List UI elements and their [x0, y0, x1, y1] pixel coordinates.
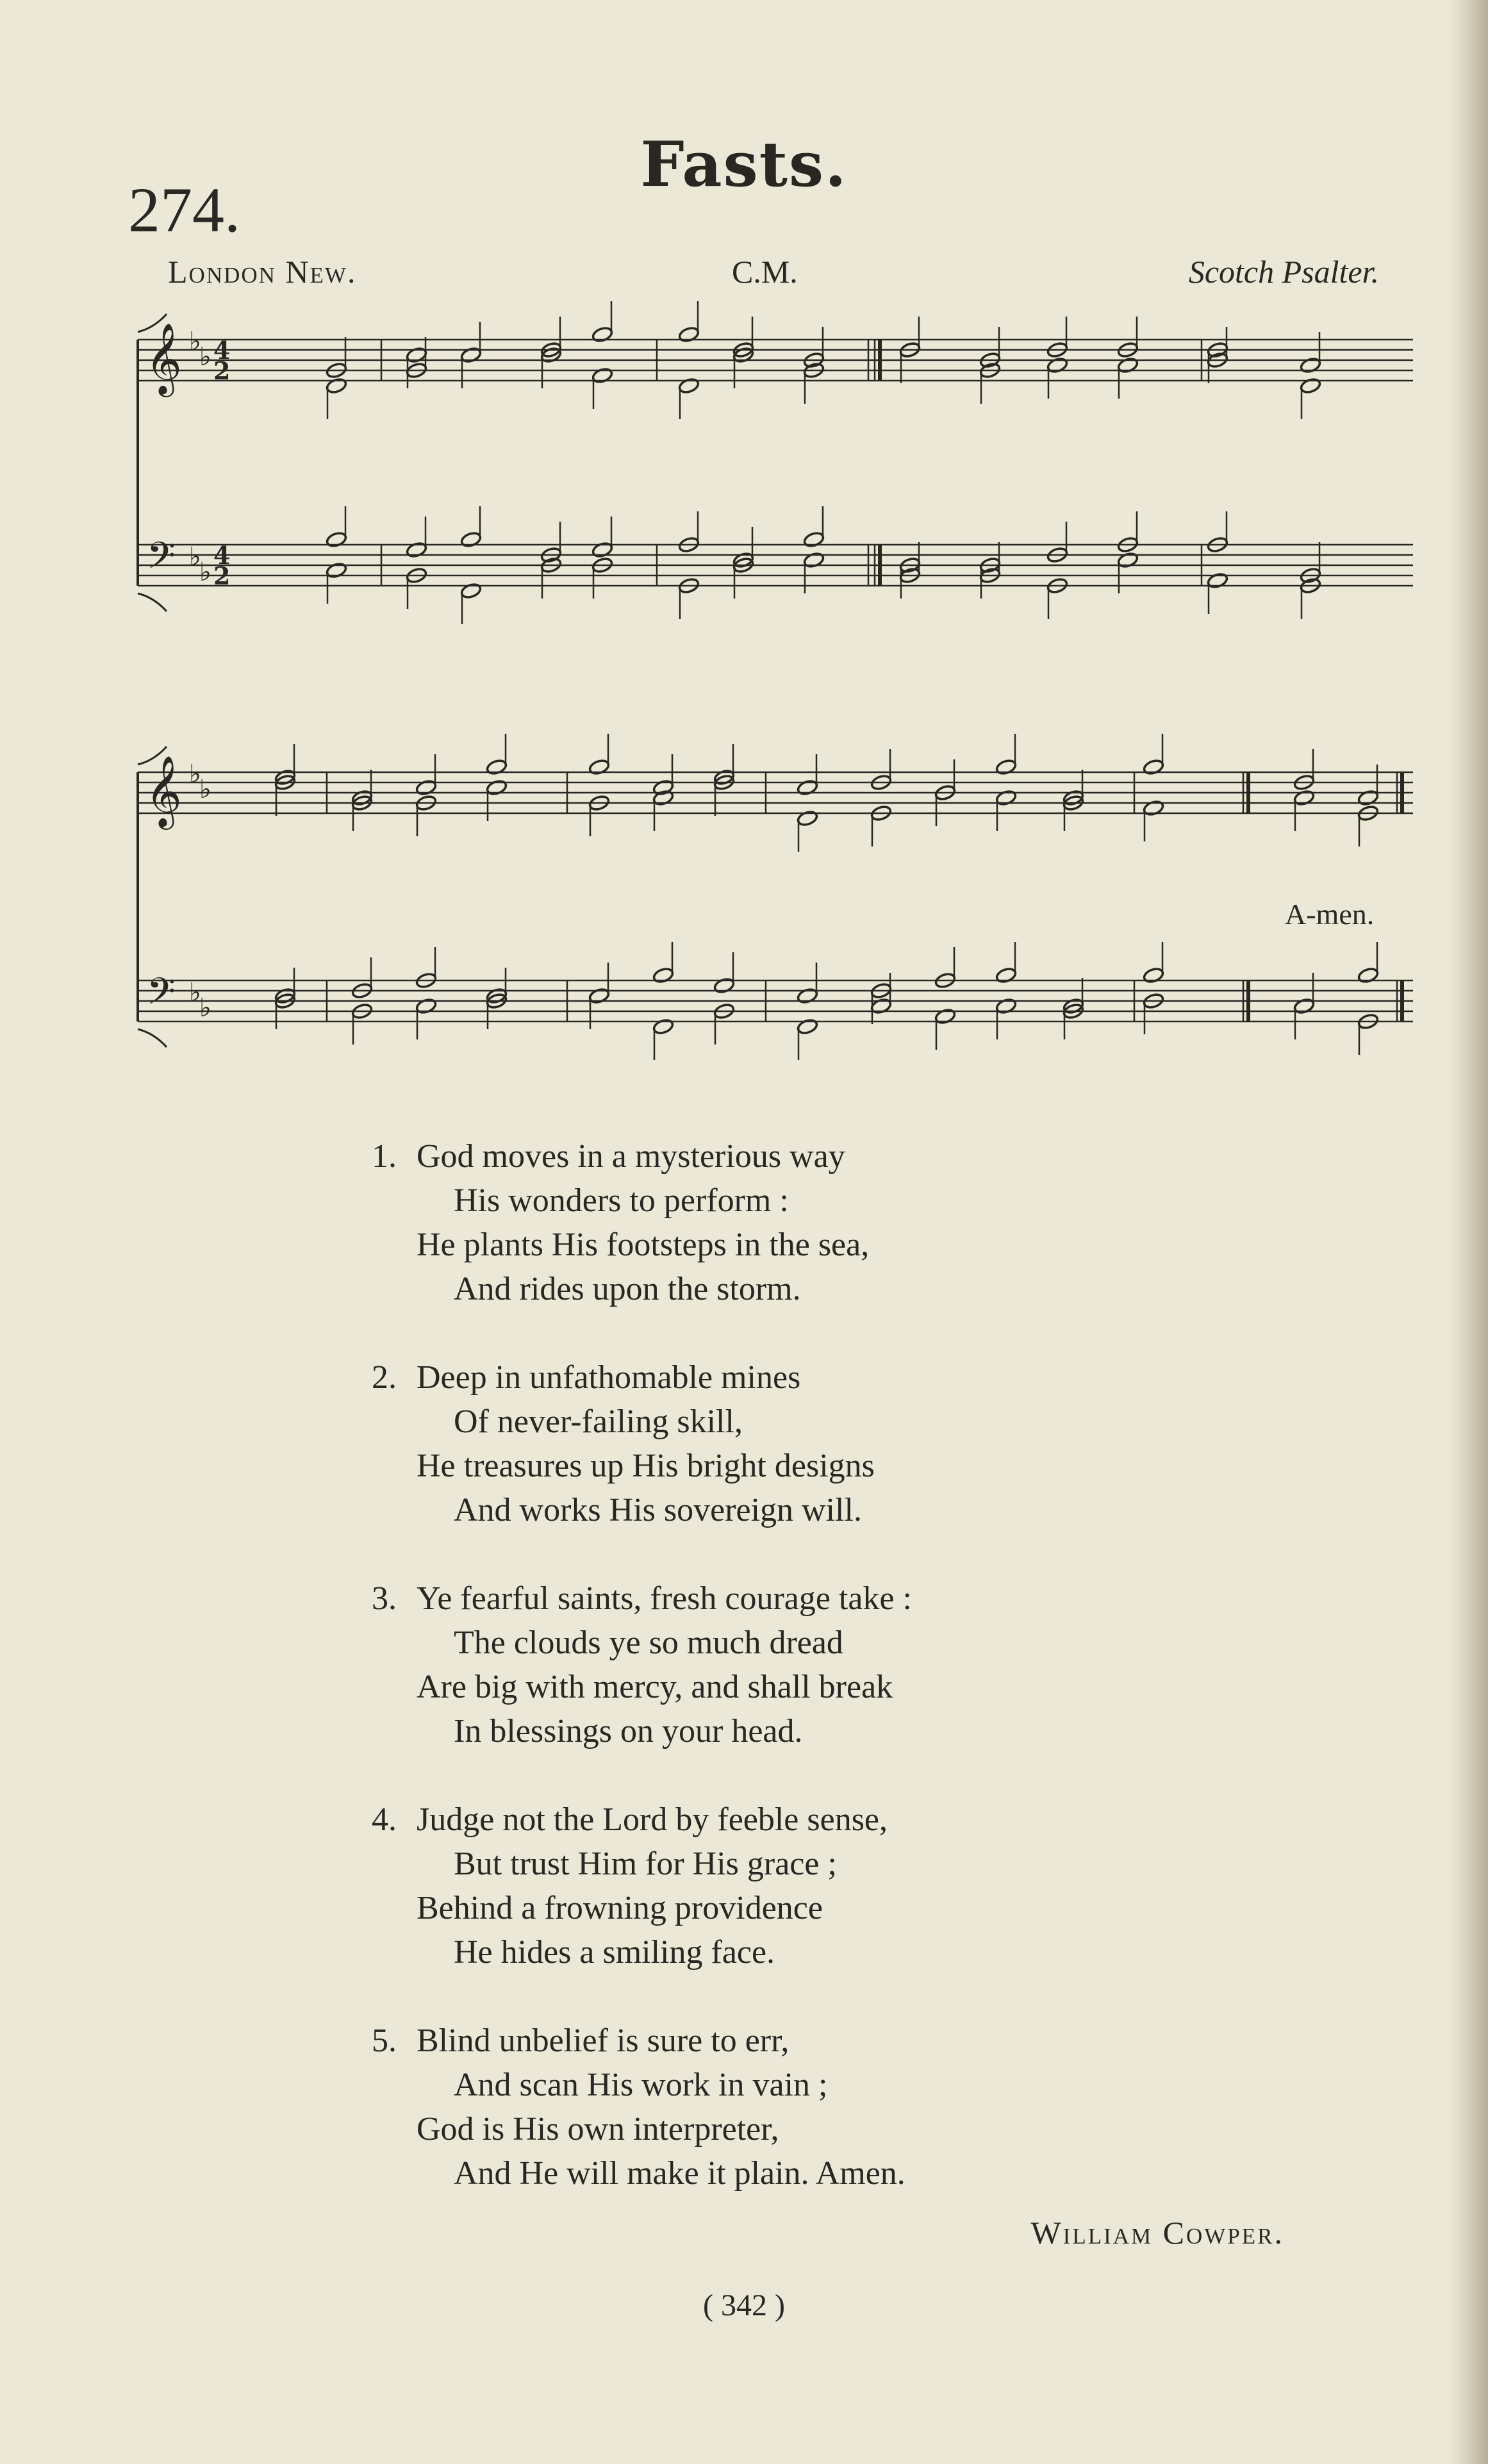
half-note	[1143, 966, 1164, 984]
half-note	[652, 1018, 674, 1035]
half-note	[1293, 997, 1315, 1014]
flat-sign: ♭	[189, 542, 201, 572]
half-note	[486, 758, 508, 775]
verse	[372, 1134, 1314, 1311]
verse-line: Blind unbelief is sure to err,	[417, 2022, 789, 2059]
verse-number: 5.	[372, 2022, 397, 2059]
verse-line: In blessings on your head.	[454, 1713, 803, 1749]
flat-sign: ♭	[199, 342, 211, 372]
half-note	[406, 346, 427, 363]
tune-source: Scotch Psalter.	[1188, 254, 1379, 290]
verse-line: God is His own interpreter,	[417, 2111, 779, 2147]
verse-line: Of never-failing skill,	[454, 1403, 743, 1440]
half-note	[678, 377, 700, 394]
flat-sign: ♭	[189, 759, 201, 789]
flat-sign: ♭	[189, 327, 201, 356]
half-note	[995, 758, 1017, 775]
verse-line: Behind a frowning providence	[417, 1890, 823, 1926]
half-note	[1357, 789, 1379, 806]
verse-line: God moves in a mysterious way	[417, 1138, 845, 1175]
verse-number: 3.	[372, 1580, 397, 1617]
brace-bottom	[138, 593, 167, 611]
half-note	[797, 1018, 818, 1035]
verse-line: Deep in unfathomable mines	[417, 1359, 801, 1396]
half-note	[415, 997, 437, 1014]
verse	[372, 1798, 1314, 1974]
verse-line: He hides a smiling face.	[454, 1934, 775, 1971]
verse-line: His wonders to perform :	[454, 1182, 789, 1219]
time-signature: 4	[213, 336, 231, 365]
verse-line: He plants His footsteps in the sea,	[417, 1227, 870, 1263]
half-note	[1143, 799, 1164, 816]
verse-line: And He will make it plain. Amen.	[454, 2155, 905, 2192]
verse-line: But trust Him for His grace ;	[454, 1846, 837, 1882]
half-note	[588, 758, 610, 775]
half-note	[870, 997, 892, 1014]
verse-line: And scan His work in vain ;	[454, 2067, 828, 2103]
verse-line: Are big with mercy, and shall break	[417, 1669, 893, 1705]
half-note	[1293, 789, 1315, 806]
section-heading: Fasts.	[640, 128, 848, 201]
flat-sign: ♭	[199, 775, 211, 804]
half-note	[1357, 966, 1379, 984]
treble-clef: 𝄞	[145, 755, 182, 827]
verse	[372, 1355, 1314, 1532]
half-note	[1300, 356, 1321, 374]
flat-sign: ♭	[189, 978, 201, 1007]
verse	[372, 2019, 1314, 2195]
half-note	[995, 789, 1017, 806]
verse	[372, 1576, 1314, 1753]
half-note	[652, 966, 674, 984]
verse-number: 4.	[372, 1801, 397, 1838]
tune-meter: C.M.	[732, 254, 798, 290]
half-note	[797, 987, 818, 1004]
half-note	[591, 367, 613, 384]
half-note	[1300, 377, 1321, 394]
music-score	[0, 0, 1488, 1102]
half-note	[1143, 758, 1164, 775]
half-note	[995, 997, 1017, 1014]
half-note	[326, 531, 347, 548]
score-system-1	[138, 301, 1413, 624]
half-note	[803, 551, 825, 568]
half-note	[1207, 572, 1228, 589]
page-number: ( 342 )	[703, 2288, 785, 2322]
verse-line: Judge not the Lord by feeble sense,	[417, 1801, 888, 1838]
hymn-verses	[372, 1134, 1314, 2240]
verse-number: 1.	[372, 1138, 397, 1175]
brace-bottom	[138, 1029, 167, 1047]
half-note	[995, 966, 1017, 984]
verse-line: The clouds ye so much dread	[454, 1625, 843, 1661]
half-note	[1117, 356, 1139, 374]
time-signature: 2	[213, 356, 231, 385]
flat-sign: ♭	[199, 993, 211, 1023]
half-note	[406, 541, 427, 558]
score-system-2	[138, 734, 1413, 1060]
time-signature: 2	[213, 561, 231, 590]
amen-label: A-men.	[1285, 898, 1375, 930]
half-note	[326, 377, 347, 394]
verse-line: Ye fearful saints, fresh courage take :	[417, 1580, 912, 1617]
half-note	[326, 561, 347, 579]
half-note	[803, 531, 825, 548]
half-note	[591, 326, 613, 343]
half-note	[486, 779, 508, 796]
half-note	[591, 541, 613, 558]
verse-line: And works His sovereign will.	[454, 1492, 862, 1528]
half-note	[1117, 551, 1139, 568]
tune-name: London New.	[168, 254, 357, 290]
verse-line: And rides upon the storm.	[454, 1271, 801, 1307]
time-signature: 4	[213, 541, 231, 570]
bass-clef: 𝄢	[147, 970, 176, 1022]
bass-clef: 𝄢	[147, 534, 176, 586]
half-note	[460, 346, 482, 363]
flat-sign: ♭	[199, 558, 211, 587]
half-note	[460, 531, 482, 548]
verse-line: He treasures up His bright designs	[417, 1448, 875, 1484]
half-note	[588, 987, 610, 1004]
verse-number: 2.	[372, 1359, 397, 1396]
treble-clef: 𝄞	[145, 322, 182, 394]
author: William Cowper.	[1030, 2215, 1284, 2251]
half-note	[713, 977, 735, 994]
half-note	[797, 779, 818, 796]
hymn-number: 274.	[128, 174, 240, 245]
half-note	[797, 809, 818, 827]
half-note	[678, 326, 700, 343]
half-note	[1046, 356, 1068, 374]
half-note	[934, 1007, 956, 1025]
half-note	[460, 582, 482, 599]
half-note	[415, 779, 437, 796]
